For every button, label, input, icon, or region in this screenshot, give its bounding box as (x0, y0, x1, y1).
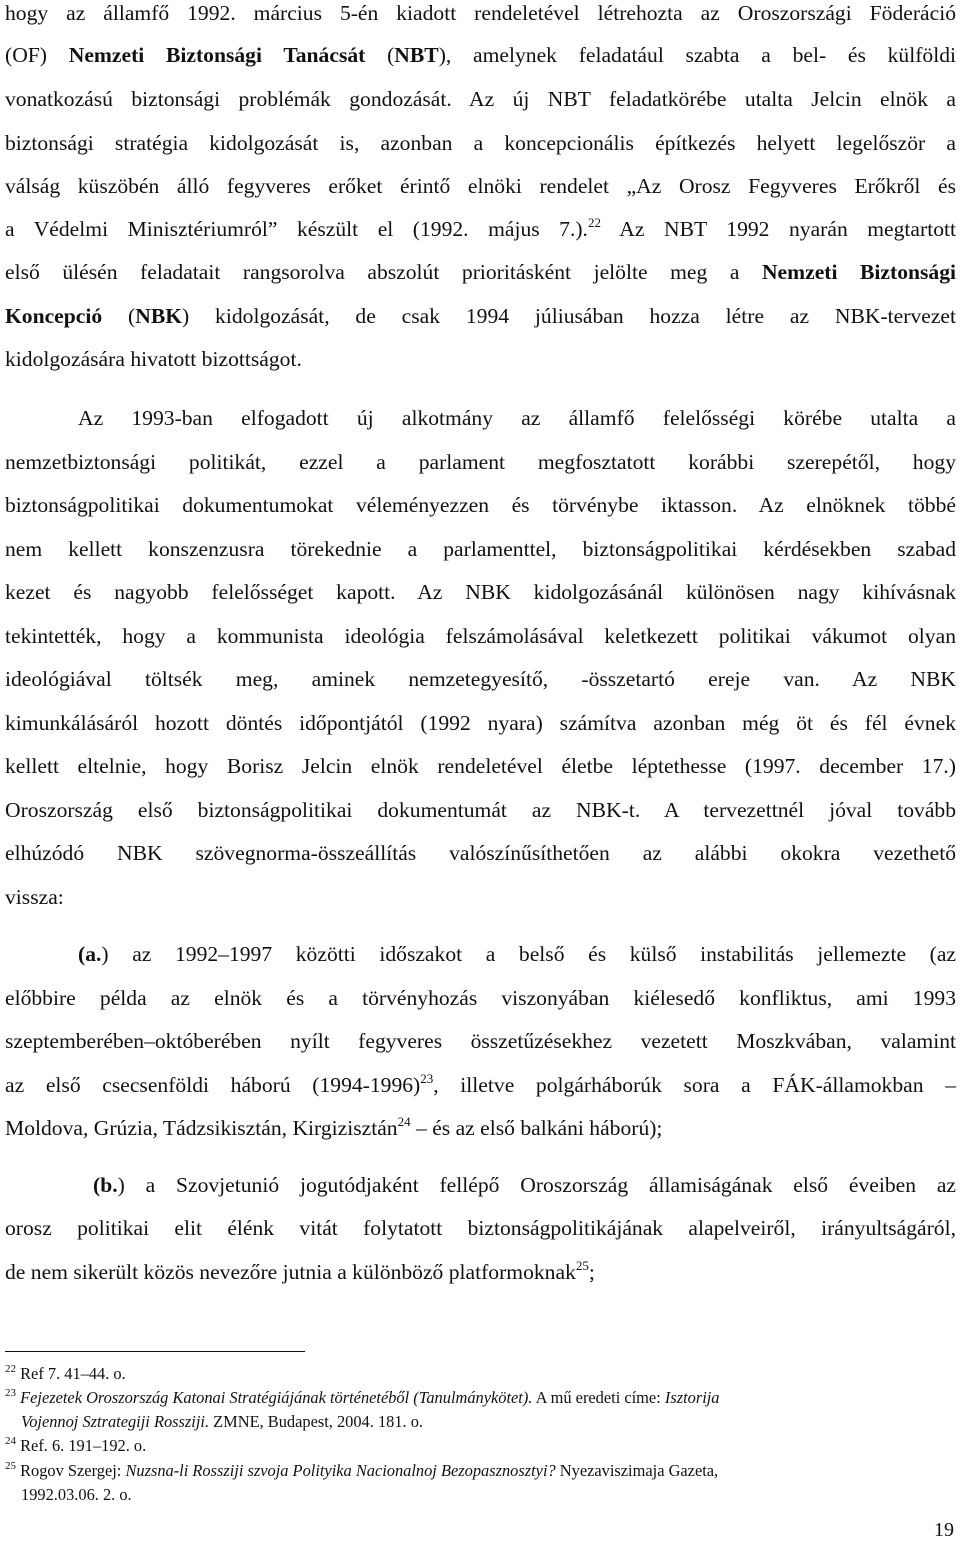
text-run: Oroszország első biztonságpolitikai dokumentumát az NBK-t. A tervezettnél jóval tovább (5, 798, 956, 822)
text-run: vonatkozású biztonsági problémák gondozását. Az új NBT feladatkörébe utalta Jelcin elnök a (5, 87, 956, 111)
text-run: az első csecsenföldi háború (1994-1996) (5, 1073, 421, 1097)
paragraph-2-line-1 (78, 405, 956, 431)
paragraph-2-line-2 (5, 449, 956, 475)
text-run: ; (588, 1260, 595, 1284)
list-marker-a: (a. (78, 942, 102, 966)
text-run: Moldova, Grúzia, Tádzsikisztán, Kirgizisztán (5, 1116, 398, 1140)
footnote-text: Ref 7. 41–44. o. (20, 1364, 126, 1383)
footnote-24 (5, 1435, 146, 1457)
paragraph-2-line-3 (5, 492, 956, 518)
text-run: (OF) (5, 43, 69, 67)
paragraph-1-line-4 (5, 130, 956, 156)
text-run: kellett eltelnie, hogy Borisz Jelcin elnök rendeletével életbe léptethesse (1997. december 17.) (5, 754, 956, 778)
text-run: hogy az államfő 1992. március 5-én kiadott rendeletével létrehozta az Oroszországi Föderáció (5, 1, 956, 25)
text-run: vissza: (5, 885, 64, 909)
item-a-line-3 (5, 1028, 956, 1054)
text-run: ( (365, 43, 395, 67)
footnote-number: 23 (5, 1387, 16, 1399)
list-marker-b: (b. (93, 1173, 118, 1197)
paragraph-2-line-6 (5, 623, 956, 649)
text-run: nemzetbiztonsági politikát, ezzel a parlament megfosztatott korábbi szerepétől, hogy (5, 450, 956, 474)
paragraph-1-line-7 (5, 259, 956, 285)
footnote-25-cont (21, 1484, 132, 1506)
item-a-line-4 (5, 1072, 956, 1098)
text-run: – és az első balkáni háború); (410, 1116, 663, 1140)
footnote-text: Ref. 6. 191–192. o. (20, 1436, 147, 1455)
footnote-text: Nyezaviszimaja Gazeta, (555, 1461, 719, 1480)
footnote-25 (5, 1460, 718, 1482)
bold-term-nbt: NBT (394, 43, 439, 67)
bold-term-nbk: NBK (135, 304, 183, 328)
text-run: ) kidolgozását, de csak 1994 júliusában hozza létre az NBK-tervezet (182, 304, 956, 328)
item-a-line-1 (78, 941, 956, 967)
text-run: kidolgozására hivatott bizottságot. (5, 347, 302, 371)
item-a-line-5 (5, 1115, 956, 1141)
paragraph-1-line-8 (5, 303, 956, 329)
paragraph-2-line-12 (5, 884, 956, 910)
footnote-title: Fejezetek Oroszország Katonai Stratégiájának történetéből (Tanulmánykötet). (20, 1388, 533, 1407)
bold-term-nbt-full: Nemzeti Biztonsági Tanácsát (68, 43, 366, 67)
paragraph-1-line-6 (5, 216, 956, 242)
paragraph-1-line-2 (5, 42, 956, 68)
text-run: kimunkálásáról hozott döntés időpontjától (1992 nyara) számítva azonban még öt és fél évnek (5, 711, 956, 735)
text-run: ), amelynek feladatául szabta a bel- és külföldi (438, 43, 956, 67)
footnote-number: 25 (5, 1460, 16, 1472)
bold-term-nbk-full-cont: Koncepció (5, 304, 103, 328)
text-run: , illetve polgárháborúk sora a FÁK-államokban – (433, 1073, 956, 1097)
footnote-original-title-cont: Vojennoj Sztrategiji Rossziji. (21, 1412, 210, 1431)
text-run: biztonsági stratégia kidolgozását is, azonban a koncepcionális építkezés helyett legelőször a (5, 131, 956, 155)
paragraph-1-line-3 (5, 86, 956, 112)
paragraph-2-line-11 (5, 840, 956, 866)
item-b-line-3 (5, 1259, 956, 1285)
footnote-text: ZMNE, Budapest, 2004. 181. o. (209, 1412, 424, 1431)
footnote-ref-23[interactable]: 23 (420, 1071, 434, 1086)
item-b-line-2 (5, 1215, 956, 1241)
item-b-line-1 (93, 1172, 956, 1198)
paragraph-1-line-9 (5, 346, 956, 372)
text-run: válság küszöbén álló fegyveres erőket érintő elnöki rendelet „Az Orosz Fegyveres Erőkről és (5, 174, 956, 198)
footnote-22 (5, 1363, 126, 1385)
paragraph-1-line-5 (5, 173, 956, 199)
paragraph-2-line-8 (5, 710, 956, 736)
footnote-23 (5, 1387, 720, 1409)
text-run: előbbire példa az elnök és a törvényhozás viszonyában kiélesedő konfliktus, ami 1993 (5, 986, 956, 1010)
footnote-separator (5, 1351, 305, 1352)
footnote-number: 22 (5, 1363, 16, 1375)
footnote-text: A mű eredeti címe: (532, 1388, 665, 1407)
text-run: orosz politikai elit élénk vitát folytatott biztonságpolitikájának alapelveiről, irányultságáról, (5, 1216, 956, 1240)
footnote-ref-22[interactable]: 22 (587, 215, 601, 230)
footnote-number: 24 (5, 1435, 16, 1447)
paragraph-2-line-5 (5, 579, 956, 605)
footnote-title: Nuzsna-li Rossziji szvoja Polityika Nacionalnoj Bezopasznosztyi? (125, 1461, 556, 1480)
paragraph-1-line-1 (5, 0, 956, 26)
footnote-original-title: Isztorija (664, 1388, 720, 1407)
text-run: ) a Szovjetunió jogutódjaként fellépő Oroszország államiságának első éveiben az (117, 1173, 956, 1197)
text-run: ( (102, 304, 136, 328)
item-a-line-2 (5, 985, 956, 1011)
text-run: Az 1993-ban elfogadott új alkotmány az államfő felelősségi körébe utalta a (78, 406, 956, 430)
text-run: nem kellett konszenzusra törekednie a parlamenttel, biztonságpolitikai kérdésekben szabad (5, 537, 956, 561)
footnote-23-cont (21, 1411, 423, 1433)
text-run: kezet és nagyobb felelősséget kapott. Az NBK kidolgozásánál különösen nagy kihívásnak (5, 580, 956, 604)
footnote-ref-25[interactable]: 25 (575, 1258, 589, 1273)
text-run: ) az 1992–1997 közötti időszakot a belső és külső instabilitás jellemezte (az (101, 942, 956, 966)
paragraph-2-line-9 (5, 753, 956, 779)
text-run: Az NBT 1992 nyarán megtartott (600, 217, 957, 241)
bold-term-nbk-full: Nemzeti Biztonsági (761, 260, 957, 284)
text-run: elhúzódó NBK szövegnorma-összeállítás valószínűsíthetően az alábbi okokra vezethető (5, 841, 956, 865)
page-number: 19 (934, 1519, 954, 1541)
paragraph-2-line-4 (5, 536, 956, 562)
text-run: a Védelmi Minisztériumról” készült el (1992. május 7.). (5, 217, 588, 241)
text-run: szeptemberében–októberében nyílt fegyveres összetűzésekhez vezetett Moszkvában, valamint (5, 1029, 956, 1053)
footnote-text: 1992.03.06. 2. o. (21, 1485, 132, 1504)
text-run: tekintették, hogy a kommunista ideológia felszámolásával keletkezett politikai vákumot olyan (5, 624, 956, 648)
footnote-ref-24[interactable]: 24 (397, 1114, 411, 1129)
text-run: de nem sikerült közös nevezőre jutnia a különböző platformoknak (5, 1260, 576, 1284)
text-run: ideológiával töltsék meg, aminek nemzetegyesítő, -összetartó ereje van. Az NBK (5, 667, 956, 691)
footnote-text: Rogov Szergej: (20, 1461, 126, 1480)
paragraph-2-line-10 (5, 797, 956, 823)
text-run: biztonságpolitikai dokumentumokat véleményezzen és törvénybe iktasson. Az elnöknek többé (5, 493, 956, 517)
paragraph-2-line-7 (5, 666, 956, 692)
text-run: első ülésén feladatait rangsorolva abszolút prioritásként jelölte meg a (5, 260, 762, 284)
